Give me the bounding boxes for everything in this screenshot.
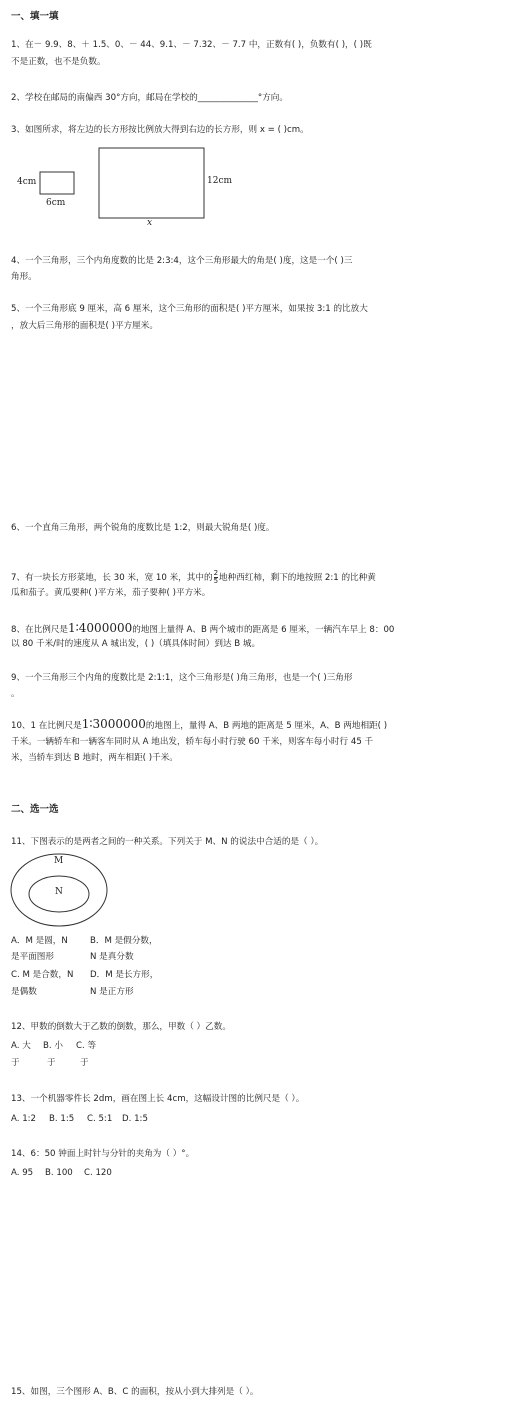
- q9-line-1: 9、一个三角形三个内角的度数比是 2:1:1，这个三角形是( )角三角形，也是一个( )三角形: [11, 673, 353, 683]
- q12-stem: 12、甲数的倒数大于乙数的倒数，那么，甲数（ ）乙数。: [11, 1022, 231, 1032]
- small-height-label: 4cm: [17, 177, 37, 187]
- venn-outer-label: M: [54, 856, 64, 866]
- q7-fraction-denominator: 5: [213, 577, 219, 585]
- q8-scale: 1∶4000000: [68, 621, 133, 635]
- q10-scale: 1∶3000000: [81, 717, 146, 731]
- q12-option-b-1[interactable]: B. 小: [43, 1041, 63, 1051]
- large-height-label: 12cm: [207, 176, 233, 186]
- q7-line-2: 瓜和茄子。黄瓜要种( )平方米，茄子要种( )平方米。: [11, 588, 211, 598]
- q11-option-c-2[interactable]: 是偶数: [11, 987, 37, 997]
- q10-text-a: 10、1 在比例尺是: [11, 721, 82, 731]
- q13-stem: 13、一个机器零件长 2dm，画在图上长 4cm，这幅设计图的比例尺是（ ）。: [11, 1094, 305, 1104]
- q11-option-a-2[interactable]: 是平面图形: [11, 952, 54, 962]
- q11-option-d-1[interactable]: D．M 是长方形，: [90, 970, 159, 980]
- q8-line-2: 以 80 千米/时的速度从 A 城出发，( )（填具体时间）到达 B 城。: [11, 639, 261, 649]
- large-width-label: x: [147, 218, 153, 228]
- q10-line-2: 千米。一辆轿车和一辆客车同时从 A 地出发，轿车每小时行驶 60 千米，则客车每小时行 45 千: [11, 737, 374, 747]
- section-1-title: 一、填一填: [11, 11, 59, 22]
- q10-line-3: 米，当轿车到达 B 地时，两车相距( )千米。: [11, 753, 178, 763]
- q11-option-d-2[interactable]: N 是正方形: [90, 987, 134, 997]
- q10-line-1: [11, 718, 387, 732]
- q8-text-b: 的地图上量得 A、B 两个城市的距离是 6 厘米，一辆汽车早上 8：00: [132, 625, 395, 635]
- q11-option-a-1[interactable]: A．M 是圆，N: [11, 936, 68, 946]
- q9-line-2: 。: [11, 689, 20, 699]
- q1-line-2: 不是正数，也不是负数。: [11, 57, 106, 67]
- q13-option-c[interactable]: C. 5:1: [87, 1114, 113, 1124]
- q15-stem: 15、如图，三个图形 A、B、C 的面积，按从小到大排列是（ ）。: [11, 1387, 259, 1397]
- q12-option-c-2[interactable]: 于: [80, 1058, 89, 1068]
- q5-line-2: ，放大后三角形的面积是( )平方厘米。: [11, 321, 158, 331]
- q12-option-c-1[interactable]: C. 等: [76, 1041, 97, 1051]
- rectangle-diagram: [0, 140, 529, 230]
- q7-text-b: 地种西红柿，剩下的地按照 2:1 的比种黄: [219, 573, 376, 583]
- section-2-title: 二、选一选: [11, 804, 59, 815]
- q13-option-a[interactable]: A. 1:2: [11, 1114, 37, 1124]
- q13-option-b[interactable]: B. 1:5: [49, 1114, 75, 1124]
- q7-line-1: [11, 570, 376, 585]
- q5-line-1: 5、一个三角形底 9 厘米，高 6 厘米，这个三角形的面积是( )平方厘米，如果按 3:1 的比放大: [11, 304, 368, 314]
- q11-option-b-1[interactable]: B．M 是假分数，: [90, 936, 158, 946]
- q8-text-a: 8、在比例尺是: [11, 625, 69, 635]
- q10-text-b: 的地图上，量得 A、B 两地的距离是 5 厘米，A、B 两地相距( ): [145, 721, 388, 731]
- q14-option-b[interactable]: B. 100: [45, 1168, 73, 1178]
- q4-line-2: 角形。: [11, 272, 37, 282]
- small-width-label: 6cm: [46, 198, 66, 208]
- q13-option-d[interactable]: D. 1:5: [122, 1114, 148, 1124]
- q12-option-a-1[interactable]: A. 大: [11, 1041, 31, 1051]
- q4-line-1: 4、一个三角形，三个内角度数的比是 2:3:4，这个三角形最大的角是( )度，这是一个( )三: [11, 256, 353, 266]
- q11-option-c-1[interactable]: C. M 是合数，N: [11, 970, 74, 980]
- small-rectangle: [40, 172, 74, 194]
- q14-option-c[interactable]: C. 120: [84, 1168, 112, 1178]
- q11-option-b-2[interactable]: N 是真分数: [90, 952, 134, 962]
- q7-fraction: [214, 570, 218, 585]
- q7-text-a: 7、有一块长方形菜地，长 30 米，宽 10 米，其中的: [11, 573, 213, 583]
- q12-option-b-2[interactable]: 于: [47, 1058, 56, 1068]
- venn-diagram: [9, 852, 113, 928]
- q2-line-1: 2、学校在邮局的南偏西 30°方向，邮局在学校的______________°方向。: [11, 93, 288, 103]
- q7-fraction-numerator: 2: [213, 569, 219, 577]
- venn-inner-label: N: [55, 887, 63, 897]
- q6-line-1: 6、一个直角三角形，两个锐角的度数比是 1:2，则最大锐角是( )度。: [11, 523, 275, 533]
- large-rectangle: [99, 148, 204, 218]
- q11-stem: 11、下图表示的是两者之间的一种关系。下列关于 M、N 的说法中合适的是（ ）。: [11, 837, 324, 847]
- q12-option-a-2[interactable]: 于: [11, 1058, 20, 1068]
- q3-line-1: 3、如图所求，将左边的长方形按比例放大得到右边的长方形，则 x = ( )cm。: [11, 125, 309, 135]
- q14-option-a[interactable]: A. 95: [11, 1168, 34, 1178]
- q1-line-1: 1、在－ 9.9、8、＋ 1.5、0、－ 44、9.1、－ 7.32、－ 7.7 中，正数有( )，负数有( )，( )既: [11, 40, 372, 50]
- q14-stem: 14、6：50 钟面上时针与分针的夹角为（ ）°。: [11, 1149, 195, 1159]
- q8-line-1: [11, 622, 394, 636]
